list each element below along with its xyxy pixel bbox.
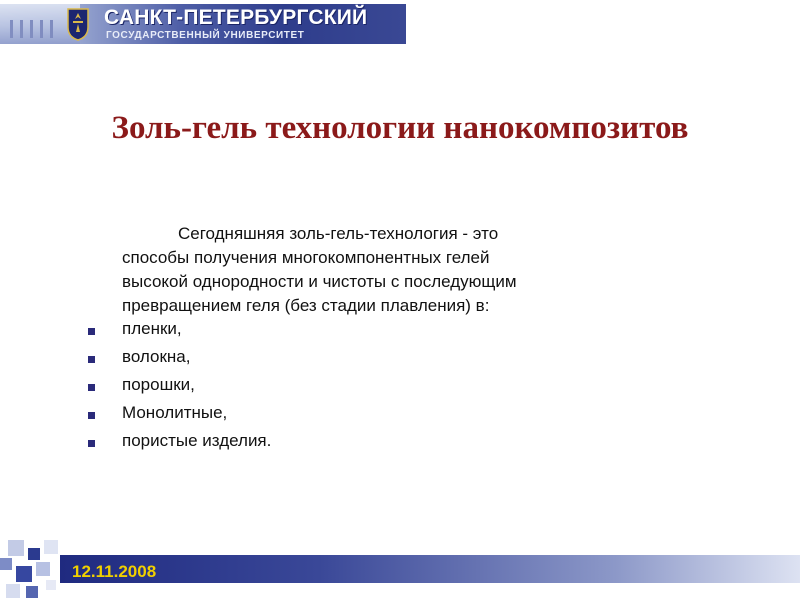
list-item-text: пленки, bbox=[122, 319, 182, 338]
university-header-banner bbox=[0, 4, 406, 44]
list-item-text: пористые изделия. bbox=[122, 431, 272, 450]
university-name-line1: САНКТ-ПЕТЕРБУРГСКИЙ bbox=[104, 6, 368, 29]
bullet-square-icon bbox=[88, 384, 95, 391]
university-crest-icon bbox=[66, 7, 90, 41]
intro-line: превращением геля (без стадии плавления) в: bbox=[122, 296, 490, 315]
bullet-square-icon bbox=[88, 440, 95, 447]
list-item-text: волокна, bbox=[122, 347, 191, 366]
footer-date: 12.11.2008 bbox=[72, 562, 157, 581]
intro-line: высокой однородности и чистоты с последующим bbox=[122, 272, 517, 291]
bullet-square-icon bbox=[88, 328, 95, 335]
intro-line: способы получения многокомпонентных гелей bbox=[122, 248, 490, 267]
intro-line: Сегодняшняя золь-гель-технология - это bbox=[178, 224, 499, 243]
footer-bar bbox=[60, 555, 800, 583]
bullet-square-icon bbox=[88, 412, 95, 419]
slide-title: Золь-гель технологии нанокомпозитов bbox=[111, 110, 689, 146]
university-name-line2: ГОСУДАРСТВЕННЫЙ УНИВЕРСИТЕТ bbox=[106, 30, 305, 41]
list-item-text: порошки, bbox=[122, 375, 195, 394]
list-item-text: Монолитные, bbox=[122, 403, 228, 422]
intro-paragraph bbox=[122, 222, 682, 318]
bullet-square-icon bbox=[88, 356, 95, 363]
